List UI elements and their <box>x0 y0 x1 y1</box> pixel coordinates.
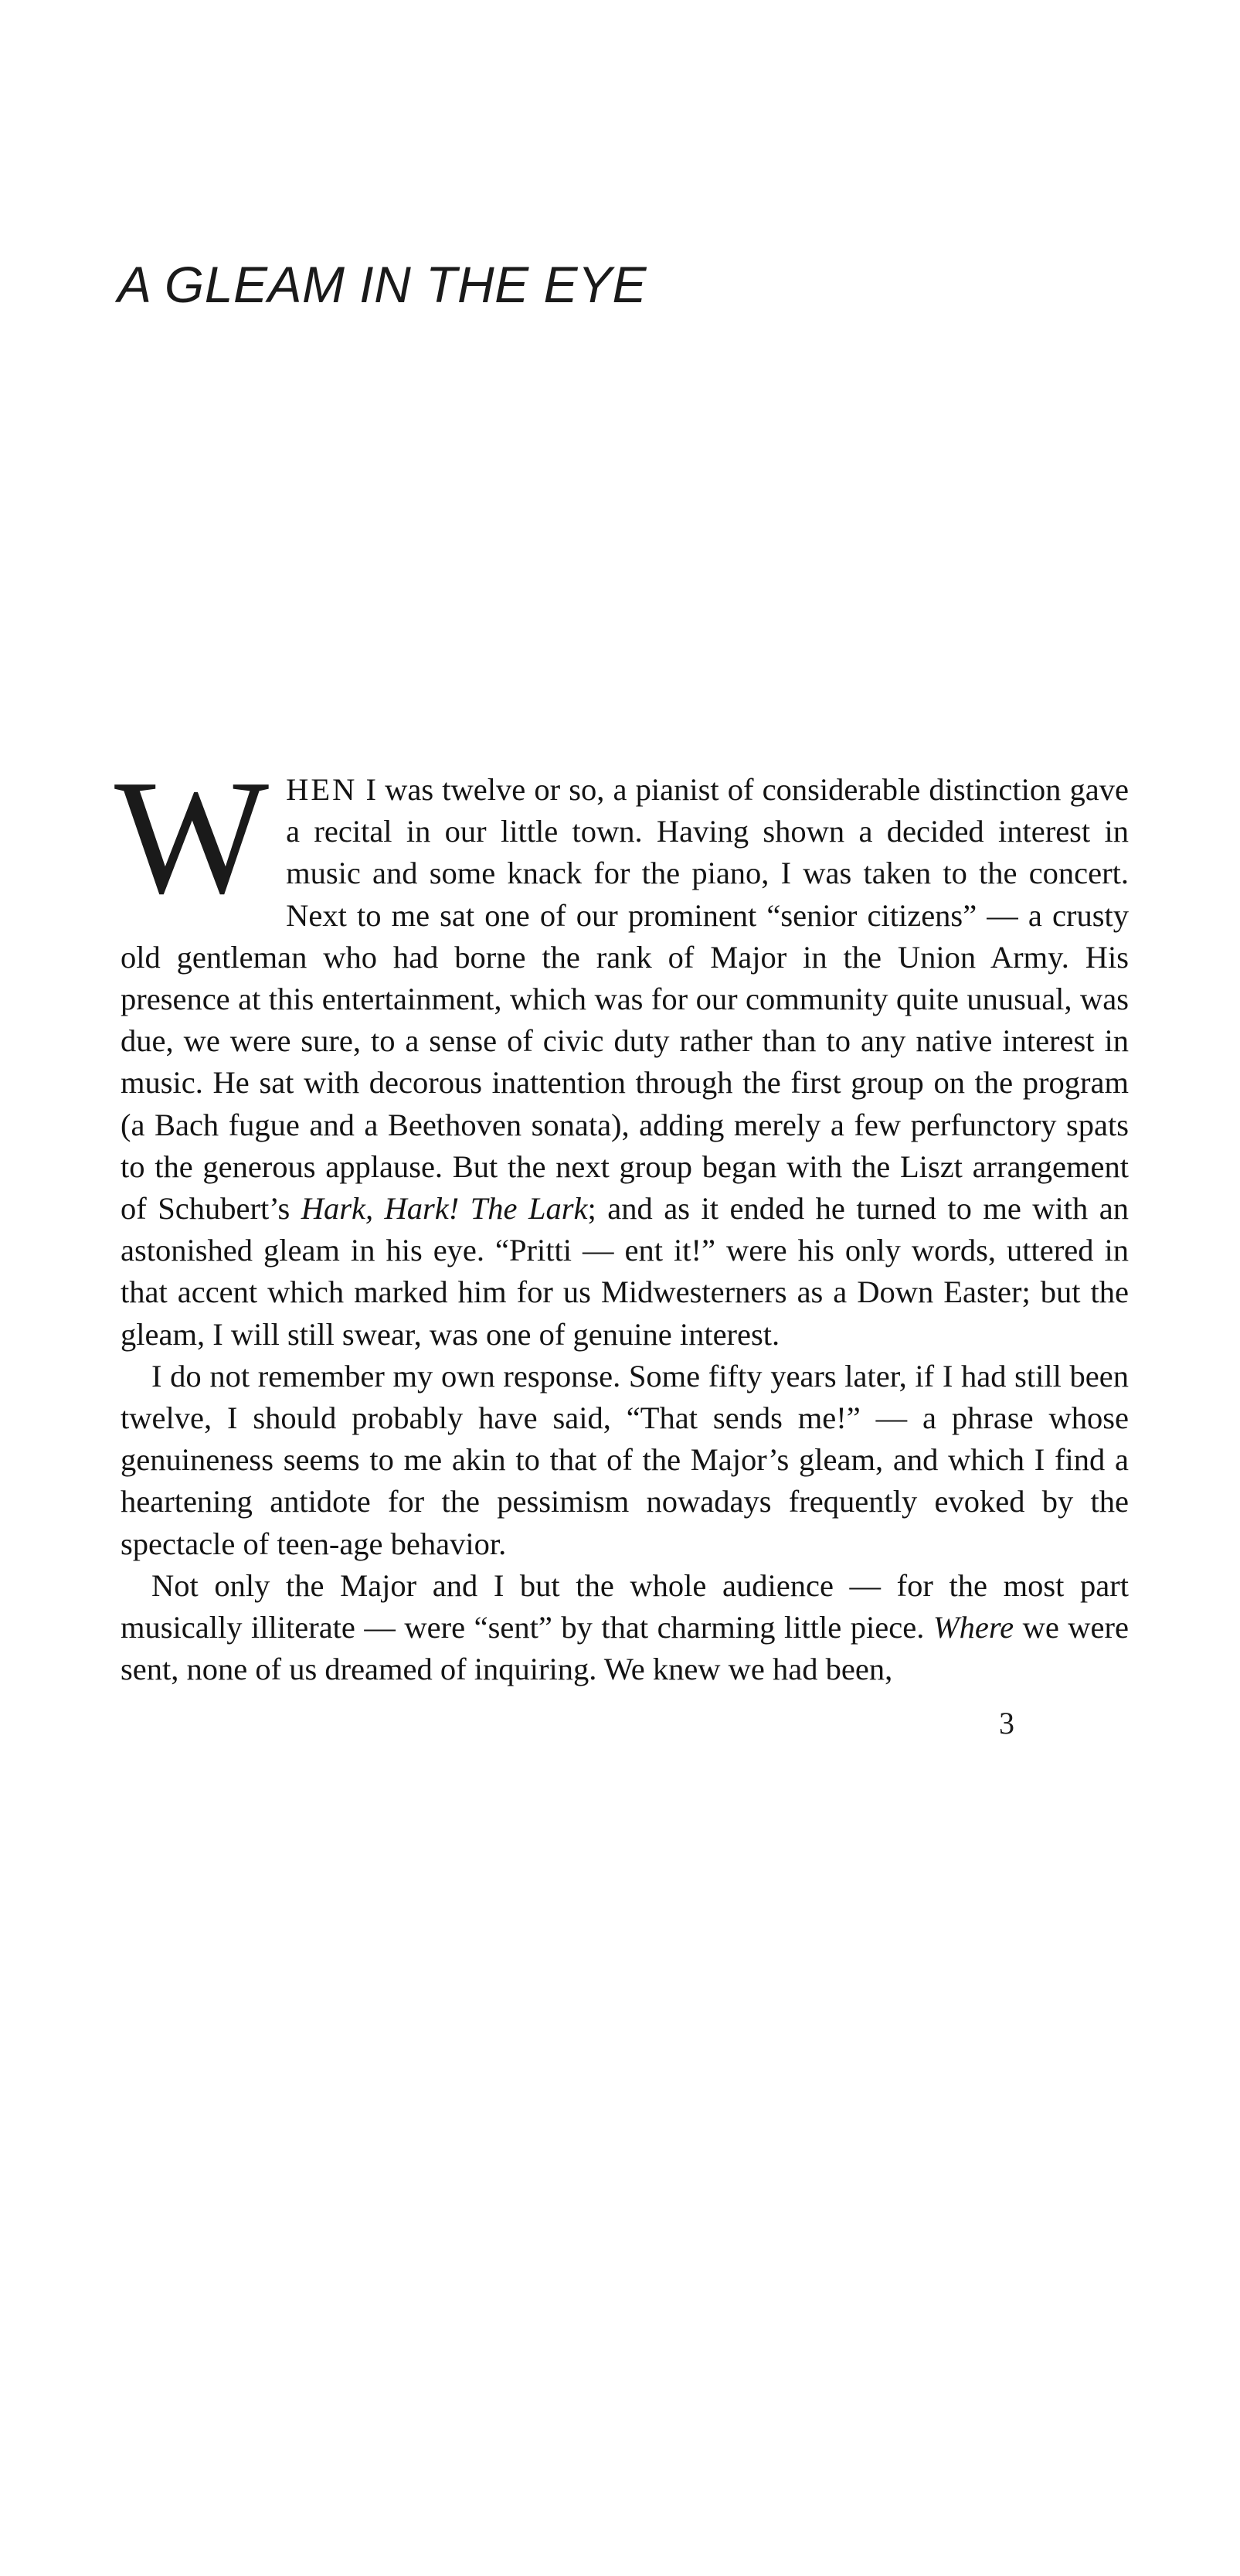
chapter-title: A GLEAM IN THE EYE <box>117 256 647 313</box>
emphasis-where: Where <box>933 1610 1014 1645</box>
drop-cap: W <box>114 746 270 927</box>
song-title: Hark, Hark! The Lark <box>301 1191 588 1227</box>
page-number: 3 <box>999 1706 1014 1741</box>
paragraph-1-text-b: ; and as it ended he turned to me with an astonished gleam in his eye. “Pritti — ent it!” were his only words, uttered in that accent which marked him for us Midwesterners as a Down Easter; but the gleam, I will still swear, was one of genuine interest. <box>121 1191 1130 1352</box>
paragraph-2: I do not remember my own response. Some fifty years later, if I had still been twelve, I should probably have said, “That sends me!” — a phrase whose genuineness seems to me akin to that of the Major’s gleam, and which I find a heartening antidote for the pessimism nowadays frequently evoked by the spectacle of teen-age behavior. <box>121 1358 1129 1561</box>
paragraph-3-text-b: we were sent, none of us dreamed of inquiring. We knew we had been, <box>121 1610 1129 1687</box>
paragraph-3-text-a: Not only the Major and I but the whole audience — for the most part musically illiterate — were “sent” by that charming little piece. <box>121 1567 1129 1645</box>
paragraph-1-text-a: I was twelve or so, a pianist of considerable distinction gave a recital in our little town. Having shown a decided interest in music and some knack for the piano, I was taken to the concert. Next to me sat one of our prominent “senior citizens” — a crusty old gentleman who had borne the rank of Major in the Union Army. His presence at this entertainment, which was for our community quite unusual, was due, we were sure, to a sense of civic duty rather than to any native interest in music. He sat with decorous inattention through the first group on the program (a Bach fugue and a Beethoven sonata), adding merely a few perfunctory spats to the generous applause. But the next group began with the Liszt arrangement of Schubert’s <box>121 772 1129 1227</box>
paragraph-1 <box>114 746 1130 1356</box>
body-text <box>114 746 1130 1690</box>
lead-in-caps: HEN <box>286 772 358 807</box>
paragraph-3 <box>121 1565 1129 1691</box>
